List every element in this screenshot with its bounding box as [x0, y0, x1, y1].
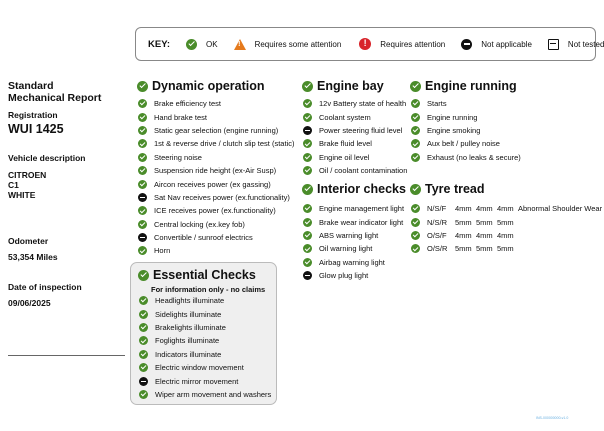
ok-check-icon: [138, 139, 147, 148]
key-item-some-attention: [234, 39, 342, 50]
ok-check-icon: [186, 39, 197, 50]
list-item: Sat Nav receives power (ex.functionality): [138, 191, 294, 204]
inspection-date-value: 09/06/2025: [8, 298, 51, 308]
vehicle-description-label: Vehicle description: [8, 153, 86, 163]
list-item: Brake efficiency test: [138, 97, 294, 110]
dynamic-operation-list: [138, 97, 294, 258]
not-applicable-icon: [138, 193, 147, 202]
ok-check-icon: [411, 218, 420, 227]
list-item: Aircon receives power (ex gassing): [138, 177, 294, 190]
list-item: Static gear selection (engine running): [138, 124, 294, 137]
key-label: Not tested: [567, 39, 604, 49]
tyre-row: O/S/F 4mm 4mm 4mm: [411, 229, 602, 242]
list-item: ICE receives power (ex.functionality): [138, 204, 294, 217]
inspection-date-label: Date of inspection: [8, 282, 82, 292]
list-item: Starts: [411, 97, 521, 110]
ok-check-icon: [303, 113, 312, 122]
tyre-tread-list: [411, 202, 602, 256]
list-item: 1st & reverse drive / clutch slip test (static): [138, 137, 294, 150]
list-item: Oil warning light: [303, 242, 404, 255]
not-applicable-icon: [303, 126, 312, 135]
list-item: Steering noise: [138, 151, 294, 164]
ok-check-icon: [411, 231, 420, 240]
key-label: Requires some attention: [254, 39, 342, 49]
ok-check-icon: [302, 184, 313, 195]
registration-label: Registration: [8, 110, 58, 120]
engine-running-list: [411, 97, 521, 164]
ok-check-icon: [138, 270, 149, 281]
tyre-row: O/S/R 5mm 5mm 5mm: [411, 242, 602, 255]
list-item: Engine oil level: [303, 151, 407, 164]
key-label: OK: [206, 39, 218, 49]
list-item: Engine running: [411, 110, 521, 123]
ok-check-icon: [303, 139, 312, 148]
ok-check-icon: [303, 218, 312, 227]
ok-check-icon: [138, 153, 147, 162]
list-item: Indicators illuminate: [139, 348, 271, 361]
key-item-not-tested: [548, 39, 604, 50]
ok-check-icon: [411, 244, 420, 253]
ok-check-icon: [410, 184, 421, 195]
list-item: Power steering fluid level: [303, 124, 407, 137]
list-item: Engine smoking: [411, 124, 521, 137]
essential-checks-panel: [130, 262, 277, 405]
ok-check-icon: [410, 81, 421, 92]
ok-check-icon: [302, 81, 313, 92]
ok-check-icon: [411, 153, 420, 162]
list-item: Horn: [138, 244, 294, 257]
ok-check-icon: [138, 206, 147, 215]
key-item-ok: [186, 39, 218, 50]
requires-attention-icon: [359, 38, 371, 50]
registration-value: WUI 1425: [8, 122, 64, 136]
ok-check-icon: [303, 204, 312, 213]
tyre-note: Abnormal Shoulder Wear: [518, 204, 603, 214]
list-item: Headlights illuminate: [139, 294, 271, 307]
ok-check-icon: [138, 126, 147, 135]
divider: [8, 355, 125, 356]
ok-check-icon: [303, 153, 312, 162]
ok-check-icon: [139, 350, 148, 359]
not-tested-icon: [548, 39, 559, 50]
odometer-value: 53,354 Miles: [8, 252, 58, 262]
status-key: [135, 27, 604, 61]
not-applicable-icon: [138, 233, 147, 242]
not-applicable-icon: [303, 271, 312, 280]
key-item-requires-attention: [359, 38, 445, 50]
ok-check-icon: [411, 113, 420, 122]
ok-check-icon: [411, 139, 420, 148]
list-item: ABS warning light: [303, 229, 404, 242]
warning-triangle-icon: [234, 39, 246, 50]
not-applicable-icon: [139, 377, 148, 386]
ok-check-icon: [137, 81, 148, 92]
ok-check-icon: [411, 204, 420, 213]
list-item: Brake wear indicator light: [303, 215, 404, 228]
ok-check-icon: [303, 244, 312, 253]
ok-check-icon: [138, 220, 147, 229]
engine-running-title: Engine running: [410, 79, 517, 93]
ok-check-icon: [138, 166, 147, 175]
essential-checks-list: [139, 294, 271, 401]
list-item: Airbag warning light: [303, 256, 404, 269]
ok-check-icon: [139, 363, 148, 372]
list-item: Electric mirror movement: [139, 374, 271, 387]
report-title: Standard Mechanical Report: [8, 80, 102, 104]
essential-checks-subtitle: For information only - no claims: [151, 285, 266, 294]
list-item: Foglights illuminate: [139, 334, 271, 347]
list-item: Oil / coolant contamination: [303, 164, 407, 177]
list-item: Aux belt / pulley noise: [411, 137, 521, 150]
ok-check-icon: [138, 180, 147, 189]
list-item: Glow plug light: [303, 269, 404, 282]
ok-check-icon: [139, 310, 148, 319]
interior-checks-title: Interior checks: [302, 182, 406, 196]
ok-check-icon: [138, 113, 147, 122]
tyre-tread-title: Tyre tread: [410, 182, 485, 196]
interior-checks-list: [303, 202, 404, 282]
list-item: 12v Battery state of health: [303, 97, 407, 110]
list-item: Coolant system: [303, 110, 407, 123]
ok-check-icon: [139, 296, 148, 305]
ok-check-icon: [139, 390, 148, 399]
engine-bay-list: [303, 97, 407, 177]
key-item-not-applicable: [461, 39, 532, 50]
list-item: Sidelights illuminate: [139, 307, 271, 320]
list-item: Wiper arm movement and washers: [139, 388, 271, 401]
list-item: Brake fluid level: [303, 137, 407, 150]
ok-check-icon: [303, 231, 312, 240]
not-applicable-icon: [461, 39, 472, 50]
list-item: Central locking (ex.key fob): [138, 218, 294, 231]
list-item: Convertible / sunroof electrics: [138, 231, 294, 244]
ok-check-icon: [411, 99, 420, 108]
key-title: KEY:: [148, 38, 170, 50]
key-label: Requires attention: [380, 39, 446, 49]
ok-check-icon: [138, 99, 147, 108]
vehicle-description: CITROEN C1 WHITE: [8, 170, 47, 200]
list-item: Engine management light: [303, 202, 404, 215]
ok-check-icon: [303, 258, 312, 267]
ok-check-icon: [138, 246, 147, 255]
footer-code: INS-000000000-v1.0: [536, 416, 569, 420]
engine-bay-title: Engine bay: [302, 79, 384, 93]
tyre-row: N/S/F 4mm 4mm 4mm Abnormal Shoulder Wear: [411, 202, 602, 215]
odometer-label: Odometer: [8, 236, 49, 246]
ok-check-icon: [139, 323, 148, 332]
key-label: Not applicable: [481, 39, 532, 49]
ok-check-icon: [411, 126, 420, 135]
list-item: Brakelights illuminate: [139, 321, 271, 334]
essential-checks-title: Essential Checks: [138, 268, 256, 282]
list-item: Exhaust (no leaks & secure): [411, 151, 521, 164]
tyre-row: N/S/R 5mm 5mm 5mm: [411, 215, 602, 228]
ok-check-icon: [139, 336, 148, 345]
list-item: Hand brake test: [138, 110, 294, 123]
ok-check-icon: [303, 99, 312, 108]
dynamic-operation-title: Dynamic operation: [137, 79, 265, 93]
ok-check-icon: [303, 166, 312, 175]
list-item: Electric window movement: [139, 361, 271, 374]
list-item: Suspension ride height (ex-Air Susp): [138, 164, 294, 177]
